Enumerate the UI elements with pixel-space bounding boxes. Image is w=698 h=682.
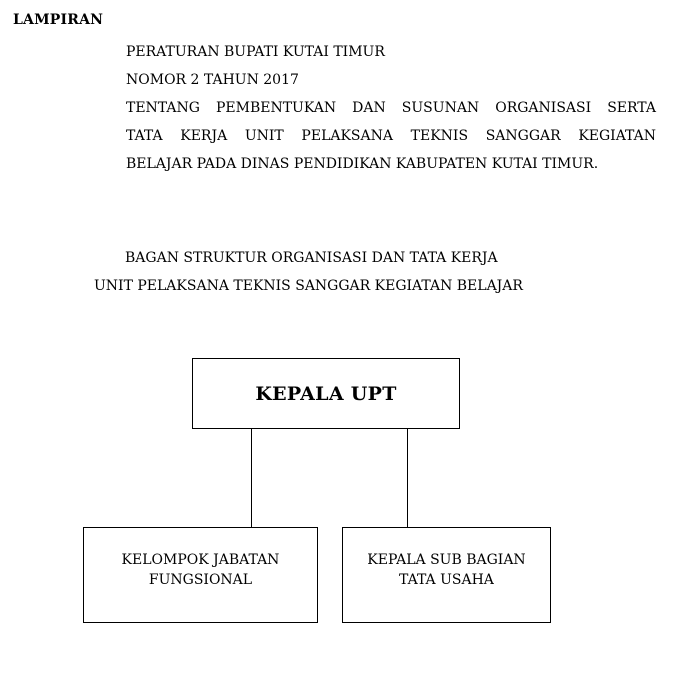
regulation-number: NOMOR 2 TAHUN 2017 [126, 72, 299, 88]
regulation-subject-line-1: TENTANG PEMBENTUKAN DAN SUSUNAN ORGANISASI SERTA [126, 100, 656, 116]
kepala-sub-bagian-tata-usaha-box [342, 527, 551, 623]
regulation-subject-line-3: BELAJAR PADA DINAS PENDIDIKAN KABUPATEN KUTAI TIMUR. [126, 156, 599, 172]
connector-right [407, 429, 408, 527]
regulation-block [126, 38, 656, 178]
kepala-sub-bagian-tata-usaha-label: KEPALA SUB BAGIAN TATA USAHA [367, 552, 526, 588]
regulation-title: PERATURAN BUPATI KUTAI TIMUR [126, 44, 385, 60]
kepala-upt-label: KEPALA UPT [255, 382, 397, 405]
kepala-upt-box [192, 358, 460, 429]
lampiran-label: LAMPIRAN [13, 12, 104, 28]
regulation-subject-line-2: TATA KERJA UNIT PELAKSANA TEKNIS SANGGAR KEGIATAN [126, 128, 656, 144]
kelompok-jabatan-fungsional-label: KELOMPOK JABATAN FUNGSIONAL [121, 552, 280, 588]
connector-left [251, 429, 252, 527]
chart-title-line-2: UNIT PELAKSANA TEKNIS SANGGAR KEGIATAN BELAJAR [94, 278, 523, 294]
kelompok-jabatan-fungsional-box [83, 527, 318, 623]
chart-title-line-1: BAGAN STRUKTUR ORGANISASI DAN TATA KERJA [125, 250, 498, 266]
